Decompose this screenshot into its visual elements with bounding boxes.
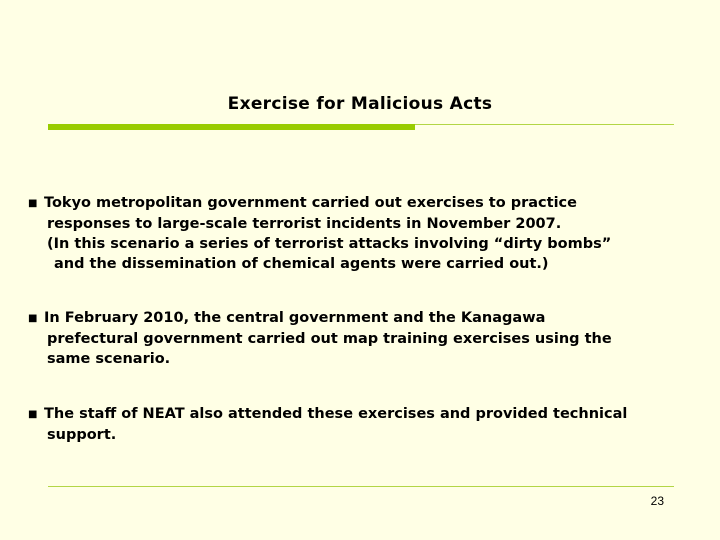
bullet-item bbox=[28, 404, 627, 445]
square-bullet-icon: ■ bbox=[28, 313, 38, 324]
bullet-text: (In this scenario a series of terrorist attacks involving “dirty bombs” bbox=[47, 236, 612, 252]
bullet-text: The staff of NEAT also attended these exercises and provided technical bbox=[44, 406, 628, 422]
square-bullet-icon: ■ bbox=[28, 198, 38, 209]
footer-rule bbox=[48, 486, 674, 487]
bullet-text: and the dissemination of chemical agents were carried out.) bbox=[54, 256, 549, 272]
bullet-text: Tokyo metropolitan government carried out exercises to practice bbox=[44, 195, 577, 211]
bullet-text: same scenario. bbox=[47, 351, 171, 367]
bullet-text: responses to large-scale terrorist incidents in November 2007. bbox=[47, 216, 562, 232]
title-underline-bar bbox=[48, 124, 415, 130]
square-bullet-icon: ■ bbox=[28, 409, 38, 420]
bullet-item bbox=[28, 308, 612, 369]
bullet-item bbox=[28, 193, 611, 274]
title-underline-rule bbox=[415, 124, 674, 125]
page-number: 23 bbox=[650, 494, 664, 508]
slide-title: Exercise for Malicious Acts bbox=[227, 94, 493, 114]
bullet-text: In February 2010, the central government and the Kanagawa bbox=[44, 310, 546, 326]
bullet-text: support. bbox=[47, 427, 117, 443]
bullet-text: prefectural government carried out map training exercises using the bbox=[47, 331, 612, 347]
